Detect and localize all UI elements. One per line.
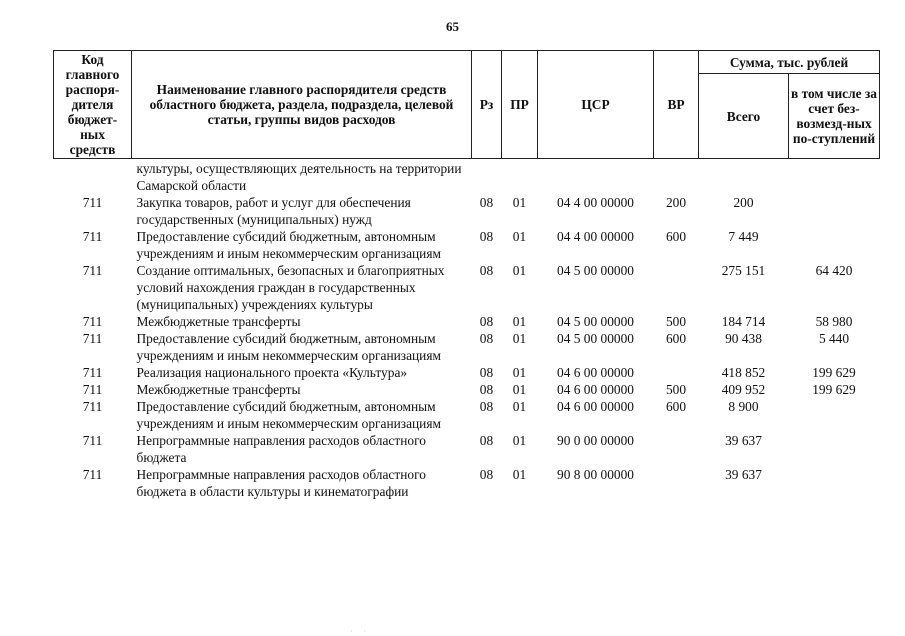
cell-free: 199 629 (812, 382, 856, 397)
cell-code: 711 (82, 365, 103, 380)
cell-csr: 90 0 00 00000 (557, 433, 634, 448)
cell-code (54, 159, 132, 195)
cell-name: Межбюджетные трансферты (136, 314, 301, 329)
table-row (54, 262, 880, 313)
cell-csr: 90 8 00 00000 (557, 467, 634, 482)
cell-name: культуры, осуществляющих деятельность на территории Самарской области (136, 161, 462, 193)
cell-vr (654, 466, 699, 500)
cell-total: 39 637 (725, 467, 762, 482)
cell-csr: 04 5 00 00000 (557, 314, 634, 329)
cell-free (789, 432, 880, 466)
cell-code: 711 (82, 314, 103, 329)
cell-total: 8 900 (728, 399, 759, 414)
table-row (54, 194, 880, 228)
cell-name: Реализация национального проекта «Культура» (136, 365, 408, 380)
cell-pr: 01 (512, 399, 527, 414)
table-row (54, 398, 880, 432)
cell-vr: 600 (665, 229, 687, 244)
cell-name: Непрограммные направления расходов областного бюджета (136, 433, 426, 465)
cell-name: Создание оптимальных, безопасных и благоприятных условий нахождения граждан в государственных (муниципальных) учреждениях культуры (136, 263, 445, 312)
table-row (54, 381, 880, 398)
cell-name: Предоставление субсидий бюджетным, автономным учреждениям и иным некоммерческим организациям (136, 229, 441, 261)
cell-name: Непрограммные направления расходов областного бюджета в области культуры и кинематографии (136, 467, 426, 499)
cell-rz: 08 (479, 263, 494, 278)
table-row (54, 432, 880, 466)
cell-vr: 500 (665, 382, 687, 397)
header-pr: ПР (502, 51, 538, 159)
table-header (54, 51, 880, 159)
cell-total: 90 438 (725, 331, 762, 346)
cell-free (789, 466, 880, 500)
cell-vr: 200 (665, 195, 687, 210)
cell-total: 275 151 (721, 263, 766, 278)
header-total: Всего (699, 74, 789, 159)
cell-total: 184 714 (721, 314, 766, 329)
cell-vr: 600 (665, 399, 687, 414)
cell-pr: 01 (512, 195, 527, 210)
cell-csr: 04 4 00 00000 (557, 195, 634, 210)
cell-code: 711 (82, 331, 103, 346)
cell-code: 711 (82, 195, 103, 210)
cell-free: 199 629 (812, 365, 856, 380)
cell-pr: 01 (512, 382, 527, 397)
cell-pr: 01 (512, 433, 527, 448)
cell-rz: 08 (479, 433, 494, 448)
cell-csr: 04 6 00 00000 (557, 365, 634, 380)
table-row (54, 330, 880, 364)
header-vr: ВР (654, 51, 699, 159)
cell-rz: 08 (479, 331, 494, 346)
cell-free: 58 980 (815, 314, 853, 329)
cell-code: 711 (82, 467, 103, 482)
header-code: Код главного распоря-дителя бюджет-ных средств (54, 51, 132, 159)
header-csr: ЦСР (538, 51, 654, 159)
cell-name: Предоставление субсидий бюджетным, автономным учреждениям и иным некоммерческим организациям (136, 331, 441, 363)
budget-table (53, 50, 880, 500)
cell-pr (502, 159, 538, 195)
cell-rz: 08 (479, 229, 494, 244)
cell-csr: 04 4 00 00000 (557, 229, 634, 244)
page-number: 65 (446, 19, 459, 34)
table-row (54, 228, 880, 262)
cell-vr: 600 (665, 331, 687, 346)
cell-rz: 08 (479, 365, 494, 380)
cell-csr: 04 6 00 00000 (557, 399, 634, 414)
cell-name: Закупка товаров, работ и услуг для обеспечения государственных (муниципальных) нужд (136, 195, 411, 227)
cell-pr: 01 (512, 314, 527, 329)
cell-csr: 04 5 00 00000 (557, 331, 634, 346)
table-row (54, 159, 880, 195)
cell-code: 711 (82, 229, 103, 244)
cell-total: 7 449 (728, 229, 759, 244)
cell-vr (654, 364, 699, 381)
cell-vr (654, 159, 699, 195)
header-free: в том числе за счет без-возмезд-ных по-ступлений (789, 74, 880, 159)
cell-code: 711 (82, 382, 103, 397)
cell-total: 418 852 (721, 365, 766, 380)
cell-pr: 01 (512, 365, 527, 380)
cell-csr: 04 5 00 00000 (557, 263, 634, 278)
cell-rz: 08 (479, 314, 494, 329)
cell-free: 5 440 (818, 331, 850, 346)
cell-rz: 08 (479, 467, 494, 482)
cell-csr: 04 6 00 00000 (557, 382, 634, 397)
cell-free: 64 420 (815, 263, 853, 278)
cell-pr: 01 (512, 467, 527, 482)
header-rz: Рз (472, 51, 502, 159)
header-sum: Сумма, тыс. рублей (699, 51, 880, 74)
cell-rz: 08 (479, 195, 494, 210)
cell-free (789, 398, 880, 432)
cell-vr (654, 432, 699, 466)
scan-smudge: · · (350, 626, 371, 636)
cell-code: 711 (82, 433, 103, 448)
cell-free (789, 228, 880, 262)
cell-name: Предоставление субсидий бюджетным, автономным учреждениям и иным некоммерческим организациям (136, 399, 441, 431)
cell-pr: 01 (512, 229, 527, 244)
cell-vr: 500 (665, 314, 687, 329)
table-row (54, 313, 880, 330)
table-row (54, 466, 880, 500)
cell-rz (472, 159, 502, 195)
cell-rz: 08 (479, 382, 494, 397)
header-name: Наименование главного распорядителя средств областного бюджета, раздела, подраздела, целевой статьи, группы видов расходов (132, 51, 472, 159)
cell-vr (654, 262, 699, 313)
cell-free (789, 194, 880, 228)
table-body (54, 159, 880, 501)
cell-code: 711 (82, 263, 103, 278)
cell-total: 39 637 (725, 433, 762, 448)
cell-total: 200 (733, 195, 754, 210)
cell-rz: 08 (479, 399, 494, 414)
cell-pr: 01 (512, 331, 527, 346)
cell-free (789, 159, 880, 195)
table-row (54, 364, 880, 381)
cell-csr (538, 159, 654, 195)
cell-pr: 01 (512, 263, 527, 278)
cell-total (699, 159, 789, 195)
cell-total: 409 952 (721, 382, 766, 397)
cell-name: Межбюджетные трансферты (136, 382, 301, 397)
cell-code: 711 (82, 399, 103, 414)
